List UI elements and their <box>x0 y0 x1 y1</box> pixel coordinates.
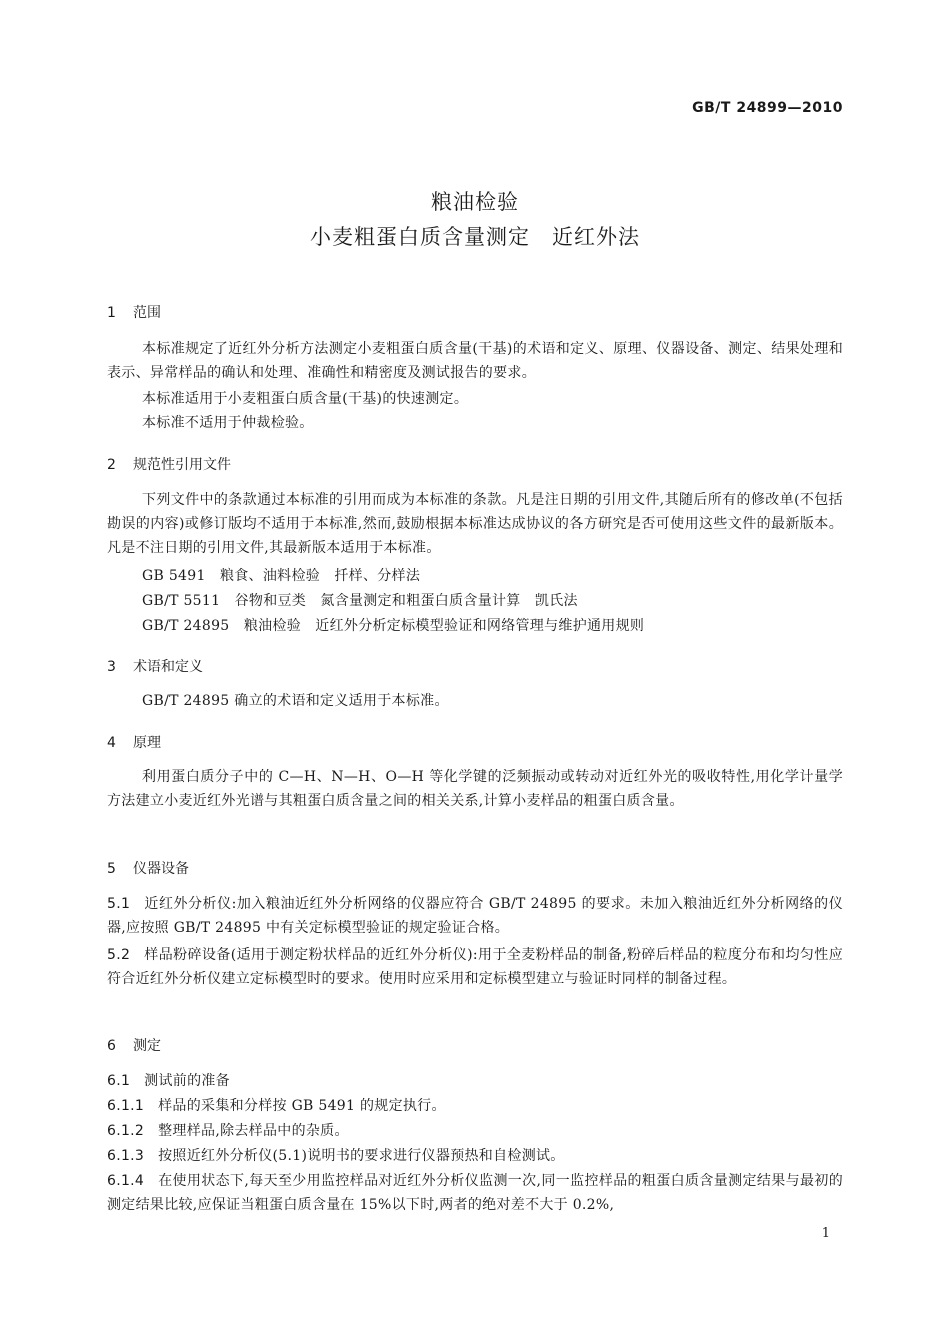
clause-text: 在使用状态下,每天至少用监控样品对近红外分析仪监测一次,同一监控样品的粗蛋白质含量测定结果与最初的测定结果比较,应保证当粗蛋白质含量在 15%以下时,两者的绝对差不大于 0.2%, <box>107 1173 843 1213</box>
standard-number: GB/T 24899—2010 <box>692 100 843 116</box>
section-heading-determination <box>107 1035 161 1055</box>
section-number: 1 <box>107 305 116 321</box>
section-heading-apparatus <box>107 858 189 878</box>
clause-number: 5.1 <box>107 896 131 912</box>
clause-number: 5.2 <box>107 947 131 963</box>
section-title: 原理 <box>133 735 161 751</box>
clause-text: 按照近红外分析仪(5.1)说明书的要求进行仪器预热和自检测试。 <box>158 1148 565 1164</box>
section-number: 4 <box>107 735 116 751</box>
reference-item: GB/T 5511 谷物和豆类 氮含量测定和粗蛋白质含量计算 凯氏法 <box>142 593 578 609</box>
clause-item <box>107 1144 843 1168</box>
reference-item: GB/T 24895 粮油检验 近红外分析定标模型验证和网络管理与维护通用规则 <box>142 618 645 634</box>
page-number: 1 <box>821 1226 830 1241</box>
clause-item <box>107 892 843 940</box>
clause-number: 6.1.2 <box>107 1123 145 1139</box>
section-heading-terms <box>107 656 203 676</box>
clause-text: 整理样品,除去样品中的杂质。 <box>158 1123 349 1139</box>
section-heading-principle <box>107 732 161 752</box>
clause-text: 近红外分析仪:加入粮油近红外分析网络的仪器应符合 GB/T 24895 的要求。未加入粮油近红外分析网络的仪器,应按照 GB/T 24895 中有关定标模型验证的规定验证合格。 <box>107 896 843 936</box>
clause-item <box>107 1169 843 1217</box>
reference-item: GB 5491 粮食、油料检验 扦样、分样法 <box>142 568 421 584</box>
section-title: 范围 <box>133 305 161 321</box>
clause-text: 样品的采集和分样按 GB 5491 的规定执行。 <box>158 1098 446 1114</box>
clause-item <box>107 1119 843 1143</box>
section-title: 仪器设备 <box>133 861 189 877</box>
paragraph: 利用蛋白质分子中的 C—H、N—H、O—H 等化学键的泛频振动或转动对近红外光的吸收特性,用化学计量学方法建立小麦近红外光谱与其粗蛋白质含量之间的相关关系,计算小麦样品的粗蛋白质含量。 <box>107 769 843 809</box>
section-heading-scope <box>107 302 161 322</box>
section-title: 规范性引用文件 <box>133 457 231 473</box>
section-number: 6 <box>107 1038 116 1054</box>
clause-number: 6.1 <box>107 1073 131 1089</box>
clause-title: 测试前的准备 <box>144 1073 230 1089</box>
paragraph: 本标准不适用于仲裁检验。 <box>142 415 314 431</box>
section-title: 测定 <box>133 1038 161 1054</box>
clause-number: 6.1.4 <box>107 1173 145 1189</box>
clause-text: 样品粉碎设备(适用于测定粉状样品的近红外分析仪):用于全麦粉样品的制备,粉碎后样品的粒度分布和均匀性应符合近红外分析仪建立定标模型时的要求。使用时应采用和定标模型建立与验证时同样的制备过程。 <box>107 947 843 987</box>
section-number: 2 <box>107 457 116 473</box>
section-number: 5 <box>107 861 116 877</box>
paragraph: 本标准规定了近红外分析方法测定小麦粗蛋白质含量(干基)的术语和定义、原理、仪器设备、测定、结果处理和表示、异常样品的确认和处理、准确性和精密度及测试报告的要求。 <box>107 341 843 381</box>
section-number: 3 <box>107 659 116 675</box>
paragraph: GB/T 24895 确立的术语和定义适用于本标准。 <box>142 693 449 709</box>
document-title-line1: 粮油检验 <box>431 190 519 214</box>
clause-item <box>107 1094 843 1118</box>
section-heading-normative-references <box>107 454 231 474</box>
section-title: 术语和定义 <box>133 659 203 675</box>
subclause-heading <box>107 1069 843 1093</box>
paragraph: 下列文件中的条款通过本标准的引用而成为本标准的条款。凡是注日期的引用文件,其随后所有的修改单(不包括勘误的内容)或修订版均不适用于本标准,然而,鼓励根据本标准达成协议的各方研究是否可使用这些文件的最新版本。凡是不注日期的引用文件,其最新版本适用于本标准。 <box>107 492 843 556</box>
clause-number: 6.1.3 <box>107 1148 145 1164</box>
paragraph: 本标准适用于小麦粗蛋白质含量(干基)的快速测定。 <box>142 391 469 407</box>
clause-item <box>107 943 843 991</box>
clause-number: 6.1.1 <box>107 1098 145 1114</box>
document-title-line2: 小麦粗蛋白质含量测定 近红外法 <box>310 225 640 249</box>
